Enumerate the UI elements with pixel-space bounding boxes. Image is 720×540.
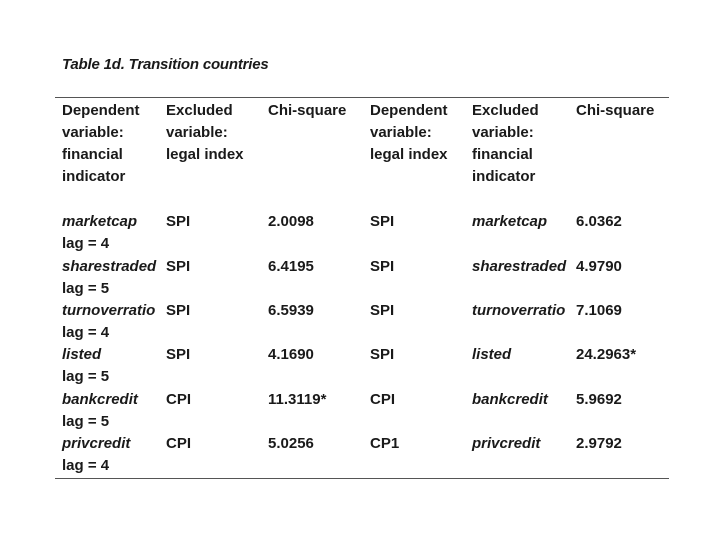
chi-square-value: 6.5939 (268, 302, 314, 319)
header-dependent-financial (62, 100, 140, 188)
chi-square-value-2: 24.2963* (576, 346, 637, 363)
dependent-variable: privcredit (62, 435, 131, 452)
header-dependent-legal (370, 100, 448, 166)
lag-label: lag = 4 (62, 457, 110, 474)
table-row-dependent (62, 300, 155, 344)
chi-square-value-2: 7.1069 (576, 302, 622, 319)
dependent-variable-2: SPI (370, 346, 395, 363)
chi-square-value: 2.0098 (268, 213, 314, 230)
header-line: indicator (62, 168, 126, 185)
chi-square-value-2: 6.0362 (576, 213, 622, 230)
lag-label: lag = 5 (62, 368, 110, 385)
dependent-variable: sharestraded (62, 258, 157, 275)
header-line: Dependent (370, 102, 448, 119)
chi-square-value: 11.3119* (268, 391, 327, 408)
dependent-variable: turnoverratio (62, 302, 156, 319)
dependent-variable-2: CPI (370, 391, 396, 408)
header-line: variable: (62, 124, 124, 141)
header-chi-square-1 (268, 100, 346, 122)
excluded-variable: SPI (166, 302, 191, 319)
chi-square-value: 5.0256 (268, 435, 314, 452)
header-line: legal index (166, 146, 244, 163)
header-line: Dependent (62, 102, 140, 119)
dependent-variable-2: CP1 (370, 435, 400, 452)
table-row-dependent (62, 344, 109, 388)
header-line: variable: (370, 124, 432, 141)
excluded-variable: SPI (166, 258, 191, 275)
header-line: Chi-square (268, 102, 347, 119)
excluded-variable: SPI (166, 213, 191, 230)
header-chi-square-2 (576, 100, 654, 122)
lag-label: lag = 5 (62, 413, 110, 430)
chi-square-value-2: 4.9790 (576, 258, 622, 275)
header-line: indicator (472, 168, 536, 185)
header-line: financial (472, 146, 533, 163)
lag-label: lag = 4 (62, 235, 110, 252)
header-excluded-financial (472, 100, 539, 188)
table-bottom-rule (55, 478, 669, 479)
chi-square-value-2: 5.9692 (576, 391, 622, 408)
lag-label: lag = 4 (62, 324, 110, 341)
chi-square-value: 6.4195 (268, 258, 314, 275)
excluded-variable: SPI (166, 346, 191, 363)
table-top-rule (55, 97, 669, 98)
dependent-variable-2: SPI (370, 258, 395, 275)
header-line: variable: (166, 124, 228, 141)
lag-label: lag = 5 (62, 280, 110, 297)
table-caption: Table 1d. Transition countries (62, 56, 269, 73)
excluded-variable: CPI (166, 391, 192, 408)
dependent-variable: marketcap (62, 213, 138, 230)
dependent-variable-2: SPI (370, 302, 395, 319)
table-row-dependent (62, 433, 130, 477)
chi-square-value-2: 2.9792 (576, 435, 622, 452)
excluded-variable-2: listed (472, 346, 512, 363)
excluded-variable-2: turnoverratio (472, 302, 566, 319)
excluded-variable-2: sharestraded (472, 258, 567, 275)
header-line: Chi-square (576, 102, 655, 119)
excluded-variable: CPI (166, 435, 192, 452)
chi-square-value: 4.1690 (268, 346, 314, 363)
table-row-dependent (62, 389, 138, 433)
header-line: legal index (370, 146, 448, 163)
header-line: variable: (472, 124, 534, 141)
excluded-variable-2: bankcredit (472, 391, 548, 408)
header-line: Excluded (166, 102, 233, 119)
table-row-dependent (62, 256, 156, 300)
dependent-variable: bankcredit (62, 391, 138, 408)
excluded-variable-2: privcredit (472, 435, 541, 452)
header-line: financial (62, 146, 123, 163)
table-row-dependent (62, 211, 137, 255)
dependent-variable-2: SPI (370, 213, 395, 230)
excluded-variable-2: marketcap (472, 213, 548, 230)
header-excluded-legal (166, 100, 244, 166)
header-line: Excluded (472, 102, 539, 119)
dependent-variable: listed (62, 346, 102, 363)
